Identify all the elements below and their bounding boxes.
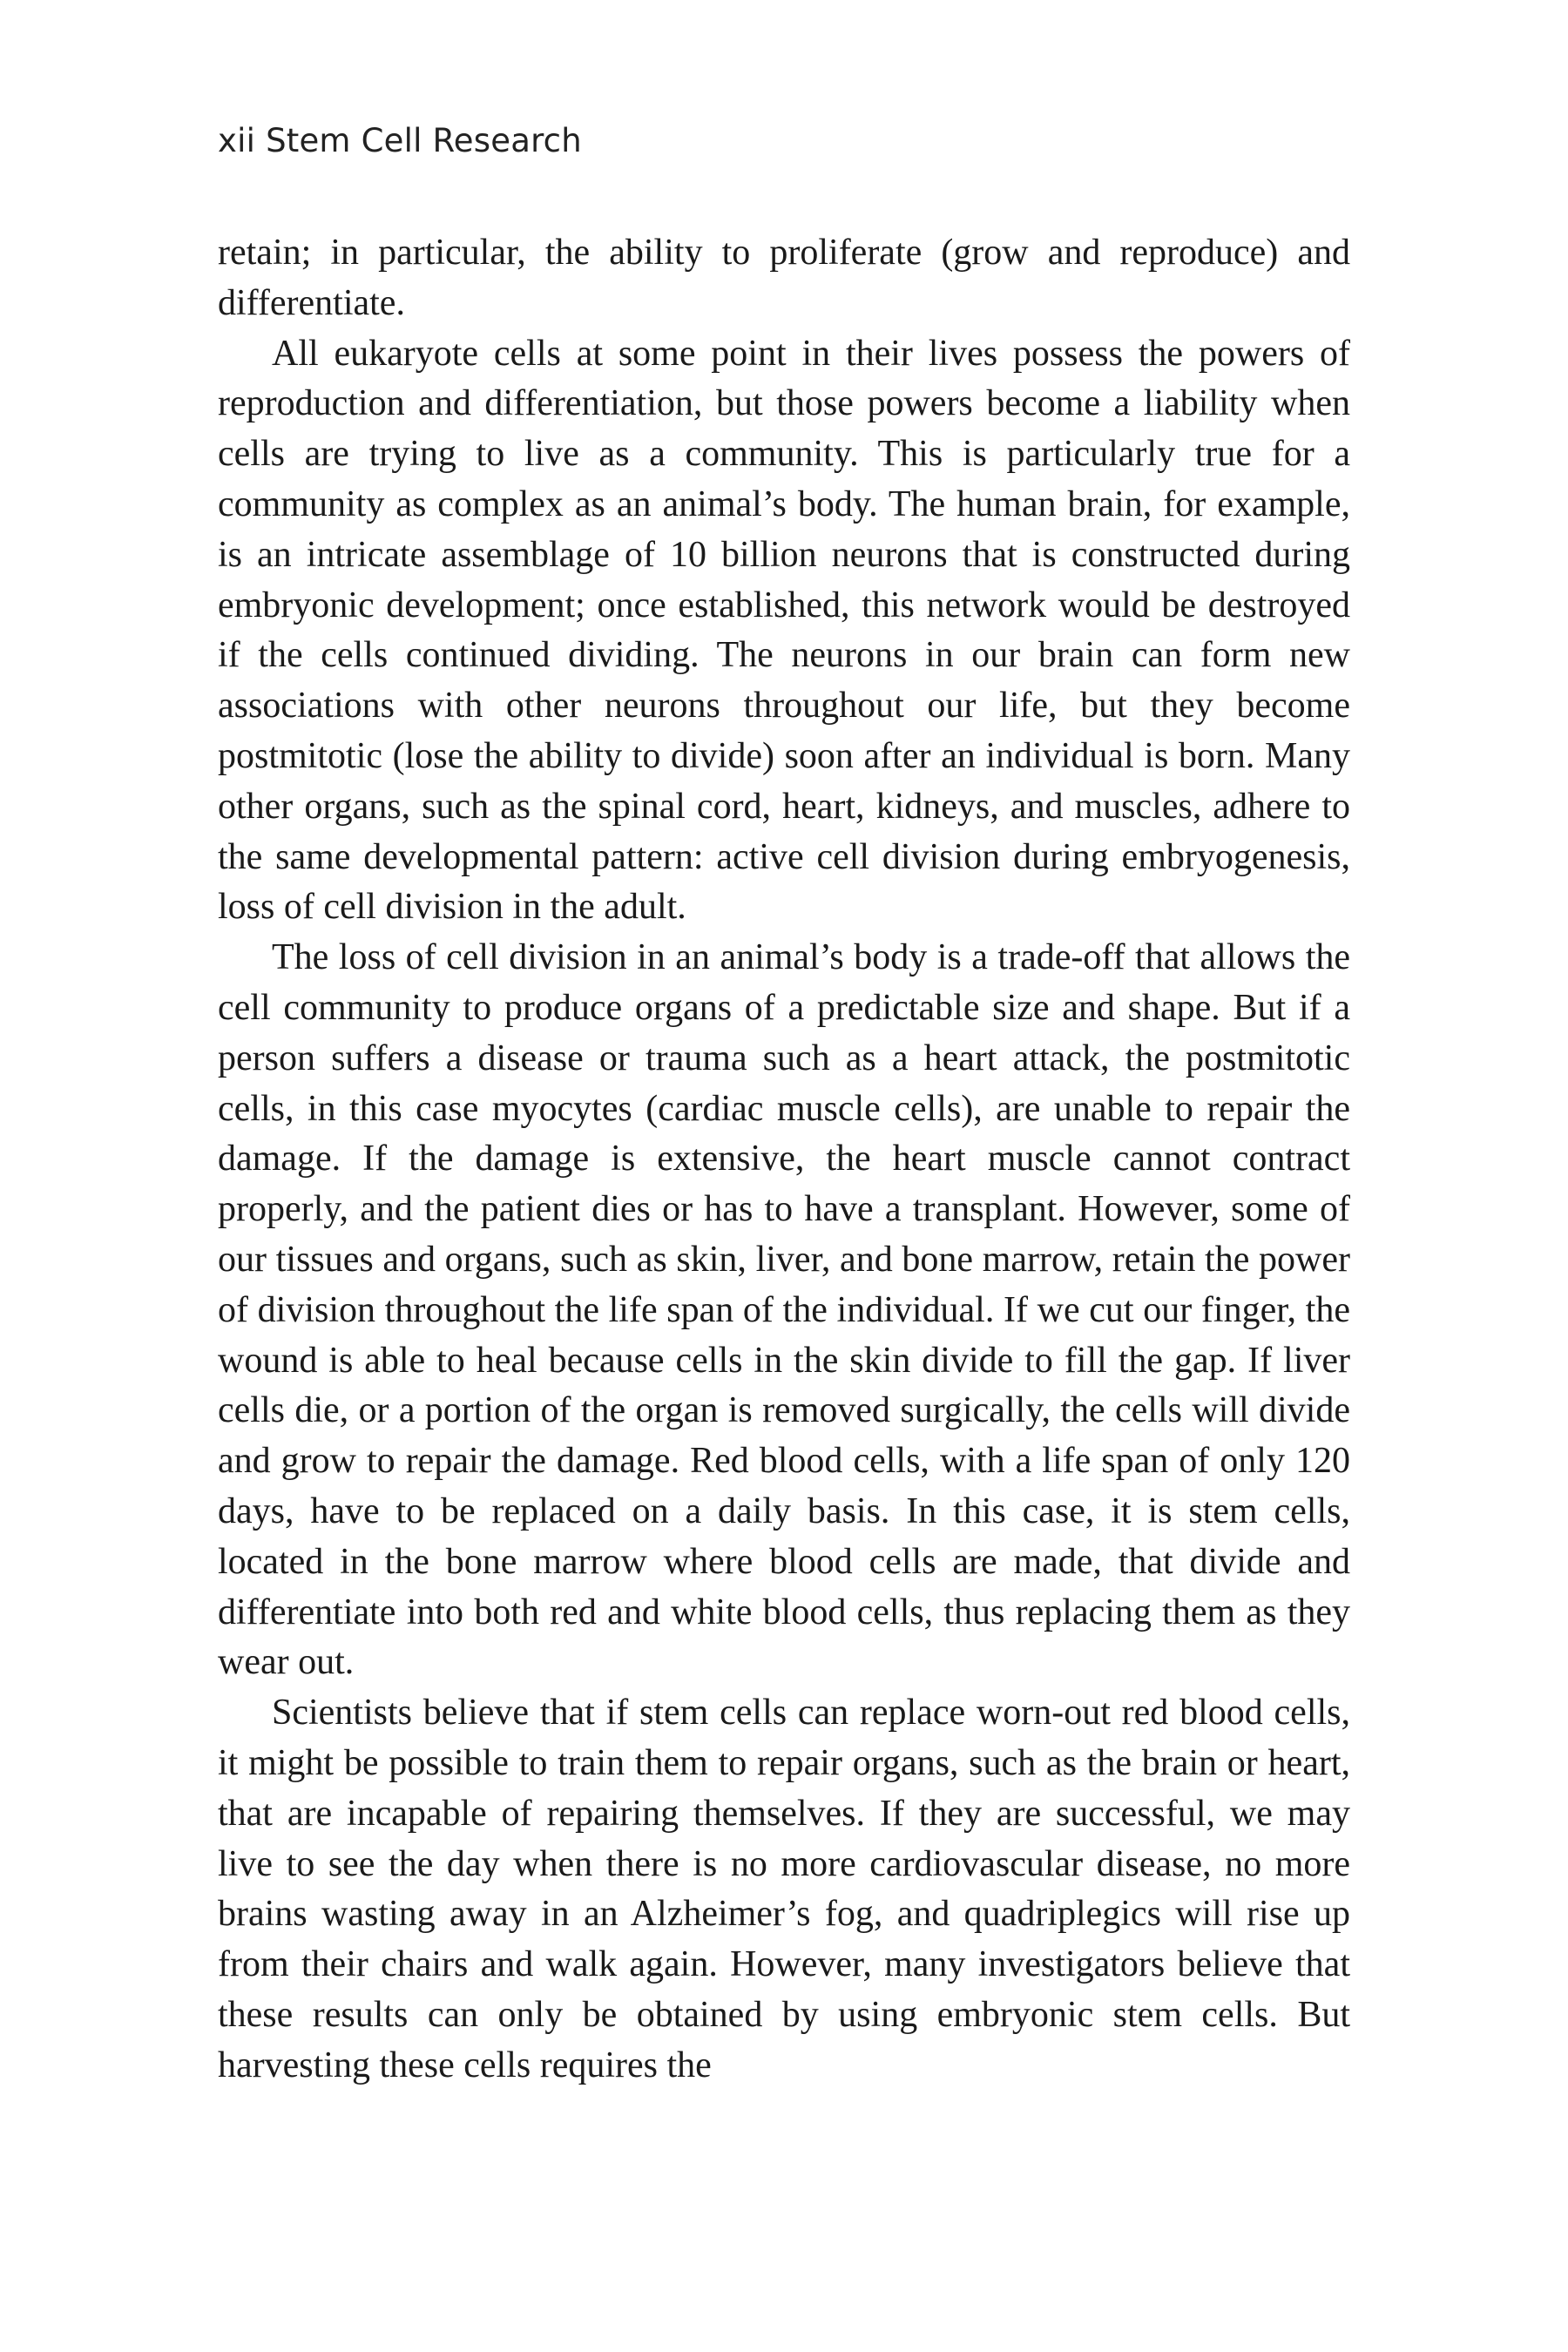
paragraph-cell-division-loss: The loss of cell division in an animal’s body is a trade-off that allows the cell community to produce organs of a predictable size and shape. But if a person suffers a disease or trauma such as a heart attack, the postmitotic cells, in this case myocytes (cardiac muscle cells), are unable to repair the damage. If the damage is extensive, the heart muscle cannot contract properly, and the patient dies or has to have a transplant. However, some of our tissues and organs, such as skin, liver, and bone marrow, retain the power of division throughout the life span of the individual. If we cut our finger, the wound is able to heal because cells in the skin divide to fill the gap. If liver cells die, or a portion of the organ is removed surgically, the cells will divide and grow to repair the damage. Red blood cells, with a life span of only 120 days, have to be replaced on a daily basis. In this case, it is stem cells, located in the bone marrow where blood cells are made, that divide and differentiate into both red and white blood cells, thus replacing them as they wear out. xyxy=(218,937,1350,1683)
page-number: xii xyxy=(218,122,256,159)
running-head xyxy=(218,122,582,159)
paragraph-eukaryote-cells: All eukaryote cells at some point in their lives possess the powers of reproduction and differentiation, but those powers become a liability when cells are trying to live as a community. This is particularly true for a community as complex as an animal’s body. The human brain, for example, is an intricate assemblage of 10 billion neurons that is constructed during embryonic development; once established, this network would be destroyed if the cells continued dividing. The neurons in our brain can form new associations with other neurons throughout our life, but they become postmitotic (lose the ability to divide) soon after an individual is born. Many other organs, such as the spinal cord, heart, kidneys, and muscles, adhere to the same developmental pattern: active cell division during embryogenesis, loss of cell division in the adult. xyxy=(218,333,1350,928)
paragraph-continued: retain; in particular, the ability to proliferate (grow and reproduce) and differentiate. xyxy=(218,233,1350,323)
book-title: Stem Cell Research xyxy=(266,122,582,159)
paragraph-stem-cell-potential: Scientists believe that if stem cells can replace worn-out red blood cells, it might be possible to train them to repair organs, such as the brain or heart, that are incapable of repairing themselves. If they are successful, we may live to see the day when there is no more cardiovascular disease, no more brains wasting away in an Alzheimer’s fog, and quadriplegics will rise up from their chairs and walk again. However, many investigators believe that these results can only be obtained by using embryonic stem cells. But harvesting these cells requires the xyxy=(218,1693,1350,2085)
body-text xyxy=(218,228,1350,2091)
